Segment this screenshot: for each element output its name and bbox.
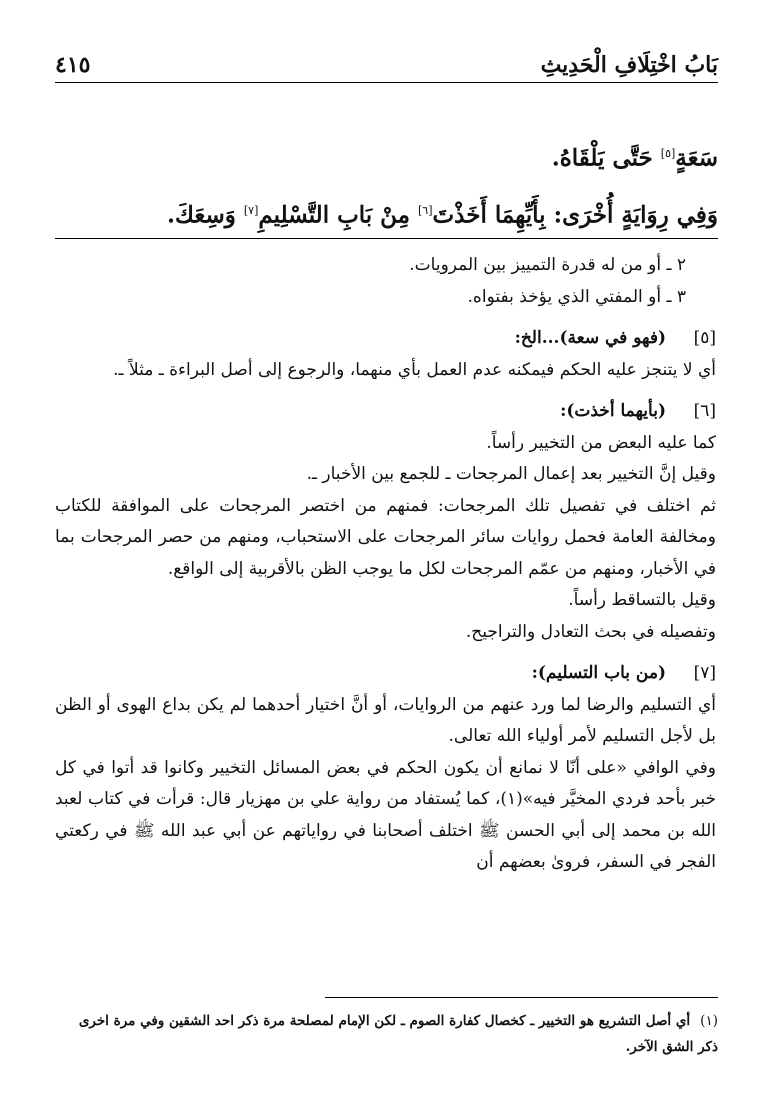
commentary [55, 250, 716, 879]
note-heading [55, 658, 716, 690]
footnote [55, 1008, 718, 1060]
note-title: (بأيهما أخذت): [560, 401, 666, 421]
page-number: ٤١٥ [55, 52, 91, 78]
hadith-line-2 [55, 185, 718, 242]
hadith-text-segment: وَسِعَكَ. [166, 201, 244, 229]
note-paragraph: أي لا يتنجز عليه الحكم فيمكنه عدم العمل بأي منهما، والرجوع إلى أصل البراءة ـ مثلاً ـ. [113, 359, 716, 380]
note-mark: [٧] [693, 663, 716, 683]
note-title: (من باب التسليم): [531, 663, 666, 683]
note-paragraph: ثم اختلف في تفصيل تلك المرجحات: فمنهم من اختصر المرجحات على الموافقة للكتاب ومخالفة العامة فحمل روايات سائر المرجحات على الاستحباب، ومنهم من حصر المرجحات بما في الأخبار، ومنهم من عمّم المرجحات لكل ما يوجب الظن بالأقربية إلى الواقع. [55, 495, 716, 579]
footnote-number: (١) [700, 1013, 718, 1029]
hadith-text [55, 128, 718, 241]
note-heading [55, 396, 716, 428]
hadith-line-1 [55, 128, 718, 185]
hadith-text-segment: مِنْ بَابِ التَّسْلِيمِ [258, 201, 418, 229]
note-ref-7: [٧] [243, 203, 259, 217]
footnote-text: أي أصل التشريع هو التخيير ـ كخصال كفارة الصوم ـ لكن الإمام لمصلحة مرة ذكر احد الشقين وفي مرة اخرى ذكر الشق الآخر. [78, 1013, 718, 1055]
footnote-rule [325, 997, 718, 998]
commentary-line: ٣ ـ أو المفتي الذي يؤخذ بفتواه. [467, 286, 686, 307]
note-paragraph: وقيل بالتساقط رأساً. [568, 590, 716, 610]
note-paragraph: وقيل إنَّ التخيير بعد إعمال المرجحات ـ للجمع بين الأخبار ـ. [306, 464, 716, 484]
note-mark: [٦] [693, 401, 716, 421]
note-mark: [٥] [693, 328, 716, 348]
commentary-line: ٢ ـ أو من له قدرة التمييز بين المرويات. [409, 255, 686, 275]
note-paragraph: كما عليه البعض من التخيير رأساً. [486, 432, 716, 453]
note-heading [55, 323, 716, 355]
hadith-text-segment: سَعَةٍ [675, 144, 718, 172]
hadith-text-segment: وَفِي رِوَايَةٍ أُخْرَى: بِأَيِّهِمَا أَخَذْتَ [432, 201, 718, 229]
note-paragraph: وتفصيله في بحث التعادل والتراجيح. [465, 621, 716, 642]
section-divider [55, 238, 718, 239]
note-paragraph: أي التسليم والرضا لما ورد عنهم من الروايات، أو أنَّ اختيار أحدهما لم يكن بداع الهوى أو الظن بل لأجل التسليم لأمر أولياء الله تعالى. [55, 694, 716, 746]
note-paragraph: وفي الوافي «على أنّا لا نمانع أن يكون الحكم في بعض المسائل التخيير وكانوا قد أتوا في كل خبر بأحد فردي المخيَّر فيه»(١)، كما يُستفاد من رواية علي بن مهزيار قال: قرأت في كتاب لعبد الله بن محمد إلى أبي الحسن ﷺ اختلف أصحابنا في رواياتهم عن أبي عبد الله ﷺ في ركعتي الفجر في السفر، فروىٰ بعضهم أن [55, 757, 716, 872]
note-ref-6: [٦] [418, 203, 433, 217]
chapter-title: بَابُ اخْتِلَافِ الْحَدِيثِ [540, 52, 718, 78]
page-header [55, 42, 718, 83]
hadith-text-segment: حَتَّى يَلْقَاهُ. [551, 144, 661, 172]
note-title: (فهو في سعة)...الخ: [514, 328, 666, 348]
note-ref-5: [٥] [660, 147, 676, 160]
